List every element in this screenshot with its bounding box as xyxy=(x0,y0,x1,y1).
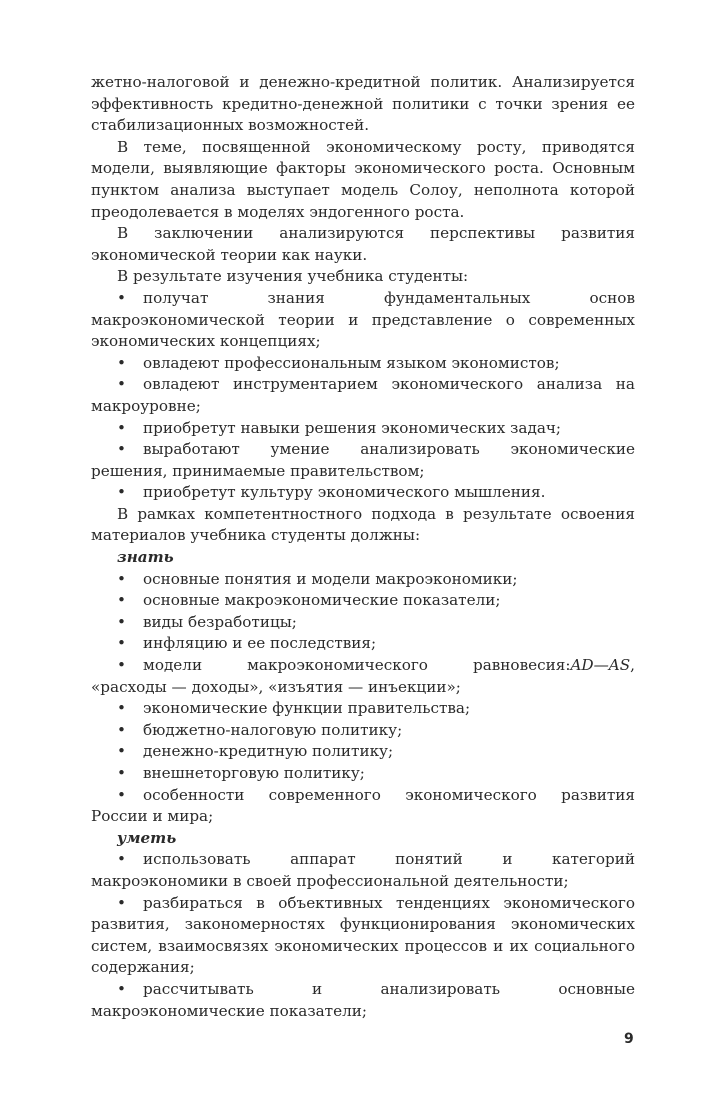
bullet-icon: • xyxy=(117,850,126,869)
list-item xyxy=(91,698,635,720)
bullet-icon: • xyxy=(117,742,126,761)
list-item-text: особенности современного экономического развития России и мира; xyxy=(91,785,635,826)
list-item xyxy=(91,353,635,375)
list-item xyxy=(91,979,635,1022)
bullet-icon: • xyxy=(117,418,126,437)
bullet-icon: • xyxy=(117,612,126,631)
list-item-text: инфляцию и ее последствия; xyxy=(143,634,377,653)
list-item xyxy=(91,785,635,828)
list-item xyxy=(91,893,635,979)
list-item xyxy=(91,612,635,634)
list-item xyxy=(91,374,635,417)
bullet-icon: • xyxy=(117,483,126,502)
list-item xyxy=(91,418,635,440)
list-item xyxy=(91,741,635,763)
bullet-icon: • xyxy=(117,375,126,394)
list-item xyxy=(91,482,635,504)
bullet-icon: • xyxy=(117,353,126,372)
list-item-text: получат знания фундаментальных основ макроэкономической теории и представление о современных экономических концепциях; xyxy=(91,288,635,351)
list-item-text: бюджетно-налоговую политику; xyxy=(143,720,403,739)
list-item xyxy=(91,288,635,353)
paragraph: В результате изучения учебника студенты: xyxy=(117,267,469,286)
model-ad-as: AD—AS xyxy=(570,656,631,675)
list-item-text: , «расходы — доходы», «изъятия — инъекции»; xyxy=(91,656,635,696)
list-item-text: основные понятия и модели макроэкономики; xyxy=(143,569,518,588)
section-heading-can: уметь xyxy=(117,828,177,847)
bullet-icon: • xyxy=(117,979,126,998)
list-item-text: виды безработицы; xyxy=(143,612,297,631)
list-item-text: модели макроэкономического равновесия: xyxy=(143,656,571,675)
list-item xyxy=(91,633,635,655)
list-item-text: приобретут навыки решения экономических задач; xyxy=(143,418,562,437)
bullet-icon: • xyxy=(117,591,126,610)
list-item-text: разбираться в объективных тенденциях экономического развития, закономерностях функционирования экономических систем, взаимосвязях экономических процессов и их социального содержания; xyxy=(91,893,635,977)
bullet-icon: • xyxy=(117,720,126,739)
bullet-icon: • xyxy=(117,785,126,804)
list-item-text: выработают умение анализировать экономические решения, принимаемые правительством; xyxy=(91,440,635,480)
bullet-icon: • xyxy=(117,699,126,718)
list-item xyxy=(91,439,635,482)
list-item-text: основные макроэкономические показатели; xyxy=(143,591,501,610)
list-item-text: приобретут культуру экономического мышления. xyxy=(143,483,546,502)
list-item-text: денежно-кредитную политику; xyxy=(143,742,394,761)
list-item xyxy=(91,590,635,612)
body-text xyxy=(91,72,635,1022)
list-item-text: экономические функции правительства; xyxy=(143,699,471,718)
bullet-icon: • xyxy=(117,634,126,653)
bullet-icon: • xyxy=(117,288,126,307)
section-heading-know: знать xyxy=(117,548,174,567)
paragraph: В теме, посвященной экономическому росту, приводятся модели, выявляющие факторы экономического роста. Основным пунктом анализа выступает модель Солоу, неполнота которой преодолевается в моделях эндогенного роста. xyxy=(91,137,635,221)
list-item xyxy=(91,655,635,698)
list-item-text: овладеют профессиональным языком экономистов; xyxy=(143,353,560,372)
bullet-icon: • xyxy=(117,656,126,675)
list-item xyxy=(91,569,635,591)
list-item xyxy=(91,720,635,742)
list-item-text: использовать аппарат понятий и категорий макроэкономики в своей профессиональной деятельности; xyxy=(91,850,635,890)
bullet-icon: • xyxy=(117,764,126,782)
bullet-icon: • xyxy=(117,440,126,459)
list-item-text: рассчитывать и анализировать основные макроэкономические показатели; xyxy=(91,979,635,1020)
paragraph: В рамках компетентностного подхода в результате освоения материалов учебника студенты должны: xyxy=(91,504,635,545)
paragraph: В заключении анализируются перспективы развития экономической теории как науки. xyxy=(91,224,635,264)
paragraph: жетно-налоговой и денежно-кредитной политик. Анализируется эффективность кредитно-денежной политики с точки зрения ее стабилизационных возможностей. xyxy=(91,73,635,135)
list-item xyxy=(91,763,635,785)
list-item-text: внешнеторговую политику; xyxy=(143,764,365,782)
list-item-text: овладеют инструментарием экономического анализа на макроуровне; xyxy=(91,375,635,415)
bullet-icon: • xyxy=(117,893,126,912)
bullet-icon: • xyxy=(117,569,126,588)
page-number: 9 xyxy=(624,1031,634,1047)
list-item xyxy=(91,849,635,892)
